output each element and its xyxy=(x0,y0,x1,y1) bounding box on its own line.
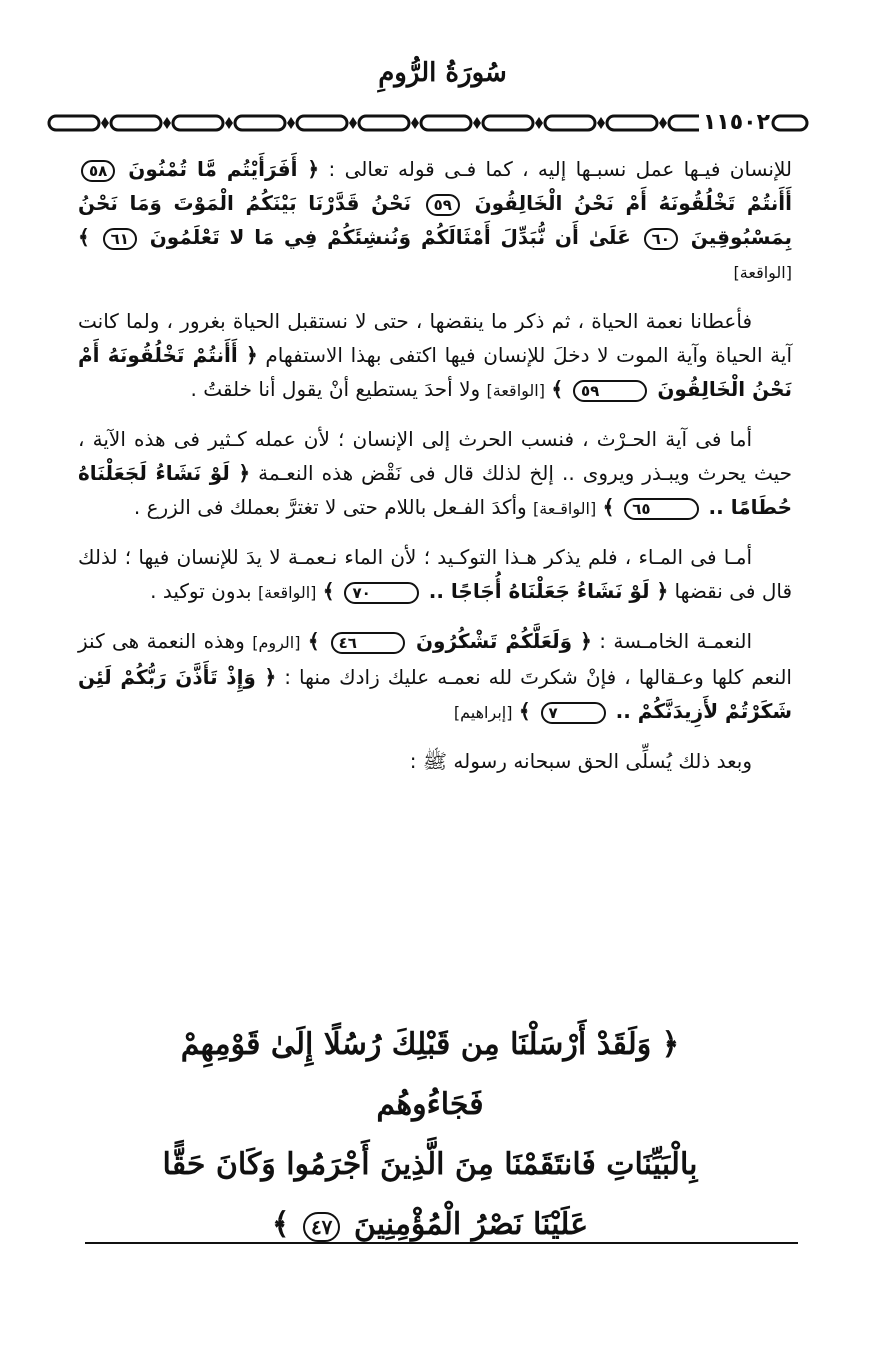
ayah-number: ٥٨ xyxy=(81,160,115,182)
surah-reference: [الواقعة] xyxy=(257,583,317,602)
quran-text: ﴿ أَفَرَأَيْتُم مَّا تُمْنُونَ xyxy=(128,157,320,181)
ayah-number: ٦٠ xyxy=(644,228,678,250)
surah-reference: [الواقعة] xyxy=(486,381,545,400)
quran-close-bracket: ﴾ xyxy=(322,579,335,603)
ayah-number: ٤٧ xyxy=(303,1212,340,1242)
footer-divider xyxy=(85,1242,798,1244)
ayah-number: ٤٦ xyxy=(331,632,405,654)
ayah-number: ٥٩ xyxy=(573,380,647,402)
quran-text: ﴿ لَوْ نَشَاءُ لَجَعَلْنَاهُ حُطَامًا .. xyxy=(78,461,792,519)
quran-close-bracket: ﴾ xyxy=(78,225,90,249)
quran-text: ﴿ أَأَنتُمْ تَخْلُقُونَهُ أَمْ نَحْنُ الْخَالِقُونَ xyxy=(78,343,792,401)
paragraph-text: وأكدَ الفـعل باللام حتى لا تغترَّ بعملك فى الزرع . xyxy=(133,495,534,519)
paragraph-text: للإنسان فيـها عمل نسبـها إليه ، كما فـى قوله تعالى : xyxy=(319,157,793,181)
paragraph-5 xyxy=(78,624,792,730)
paragraph-2 xyxy=(78,304,792,408)
body-text xyxy=(78,152,792,792)
quran-verse-block xyxy=(150,1015,710,1255)
verse-text: عَلَيْنَا نَصْرُ الْمُؤْمِنِينَ xyxy=(353,1207,589,1242)
quran-text: ﴿ لَوْ نَشَاءُ جَعَلْنَاهُ أُجَاجًا .. xyxy=(428,579,669,603)
quran-text: ﴿ وَلَعَلَّكُمْ تَشْكُرُونَ xyxy=(415,629,592,653)
surah-reference: [الواقـعة] xyxy=(533,499,597,518)
ayah-number: ٧٠ xyxy=(344,582,418,604)
paragraph-text: أمـا فى المـاء ، فلم يذكر هـذا التوكـيد ؛ لأن الماء نـعمـة لا يدَ للإنسان فيها ؛ لذلك قال فى نقضها xyxy=(78,545,792,603)
ayah-number: ٦٥ xyxy=(624,498,698,520)
quran-text: نَحْنُ قَدَّرْنَا بَيْنَكُمُ الْمَوْتَ وَمَا نَحْنُ بِمَسْبُوقِينَ xyxy=(78,191,792,249)
paragraph-3 xyxy=(78,422,792,526)
paragraph-6 xyxy=(78,744,792,778)
page-number: ١١٥٠٢ xyxy=(699,108,770,138)
quran-close-bracket: ﴾ xyxy=(518,699,531,723)
quran-text: عَلَىٰ أَن نُّبَدِّلَ أَمْثَالَكُمْ وَنُنشِئَكُمْ فِي مَا لا تَعْلَمُونَ xyxy=(149,225,631,249)
surah-reference: [الواقعة] xyxy=(733,263,792,282)
paragraph-1 xyxy=(78,152,792,290)
quran-close-bracket: ﴾ xyxy=(271,1207,290,1242)
paragraph-text: بدون توكيد . xyxy=(150,579,258,603)
chain-ornament xyxy=(45,108,810,138)
ayah-number: ٧ xyxy=(541,702,606,724)
paragraph-text: وبعد ذلك يُسلِّى الحق سبحانه رسوله ﷺ : xyxy=(409,749,752,773)
header-ornament-band xyxy=(45,108,810,138)
paragraph-text: ولا أحدَ يستطيع أنْ يقول أنا خلقتُ . xyxy=(190,377,487,401)
verse-line-2: بِالْبَيِّنَاتِ فَانتَقَمْنَا مِنَ الَّذِينَ أَجْرَمُوا وَكَانَ حَقًّا xyxy=(162,1147,698,1182)
surah-reference: [الروم] xyxy=(252,633,301,652)
verse-line-1: ﴿ وَلَقَدْ أَرْسَلْنَا مِن قَبْلِكَ رُسُلًا إِلَىٰ قَوْمِهِمْ فَجَاءُوهُم xyxy=(180,1027,680,1122)
ayah-number: ٦١ xyxy=(103,228,137,250)
quran-text: أَأَنتُمْ تَخْلُقُونَهُ أَمْ نَحْنُ الْخَالِقُونَ xyxy=(474,191,792,215)
verse-line-3 xyxy=(150,1195,710,1255)
quran-close-bracket: ﴾ xyxy=(307,629,320,653)
surah-reference: [إبراهيم] xyxy=(453,703,513,722)
paragraph-4 xyxy=(78,540,792,610)
quran-close-bracket: ﴾ xyxy=(602,495,615,519)
quran-quote xyxy=(308,629,592,653)
paragraph-text: أما فى آية الحـرْث ، فنسب الحرث إلى الإنسان ؛ لأن عمله كـثير فى هذه الآية ، حيث يحرث ويبـذر ويروى .. إلخ لذلك قال فى نَقْض هذه النعـمة xyxy=(78,427,793,485)
quran-close-bracket: ﴾ xyxy=(551,377,564,401)
quran-quote xyxy=(323,579,668,603)
paragraph-text: فأعطانا نعمة الحياة ، ثم ذكر ما ينقضها ، حتى لا نستقبل الحياة بغرور ، ولما كانت آية الحياة وآية الموت لا دخلَ للإنسان فيها اكتفى بهذا الاستفهام xyxy=(78,309,793,367)
paragraph-text: النعمـة الخامـسة : xyxy=(591,629,753,653)
ayah-number: ٥٩ xyxy=(426,194,460,216)
surah-title: سُورَةُ الرُّومِ xyxy=(378,58,507,88)
paragraph-text: وهذه النعمة هى كنز النعم كلها وعـقالها ، فإنْ شكرتَ لله نعمـه عليك زادك منها : xyxy=(78,629,792,689)
quran-text: ﴿ وَإِذْ تَأَذَّنَ رَبُّكُمْ لَئِن شَكَرْتُمْ لأَزِيدَنَّكُمْ .. xyxy=(78,665,792,723)
